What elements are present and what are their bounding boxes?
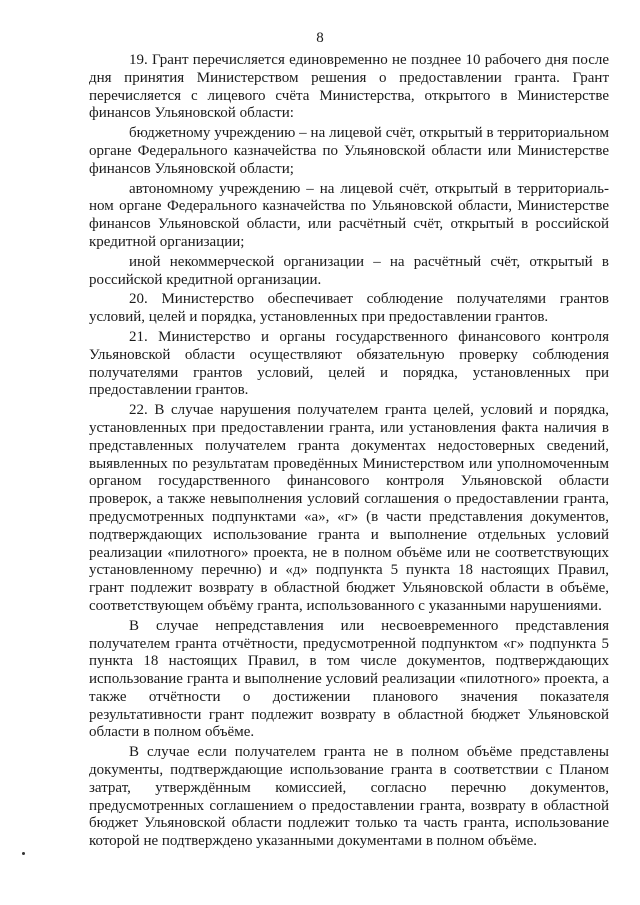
scan-speck	[22, 852, 25, 855]
paragraph-autonomous-institution: автономному учреждению – на лицевой счёт, открытый в территориальном органе Федерального казначейства по Ульяновской области, Министерстве финансов Ульяновской области, или расчётный счёт, открытый в российской кредитной организации;	[89, 180, 609, 250]
paragraph-19: 19. Грант перечисляется единовременно не позднее 10 рабочего дня после дня принятия Министерством решения о предоставлении гранта. Грант перечисляется с лицевого счёта Министерства, открытого в Министерстве финансов Ульяновской области:	[89, 52, 609, 122]
paragraph-nonprofit-organization: иной некоммерческой организации – на расчётный счёт, открытый в российской кредитной организации.	[89, 253, 609, 288]
page-number: 8	[316, 30, 324, 46]
paragraph-reporting-failure: В случае непредставления или несвоевременного представления получателем гранта отчётности, предусмотренной подпунктом «г» подпункта 5 пункта 18 настоящих Правил, в том числе документов, подтверждающих использование гранта и выполнение условий реализации «пилотного» проекта, а также отчётности о достижении планового значения показателя результативности грант подлежит возврату в областной бюджет Ульяновской области в полном объёме.	[89, 617, 609, 741]
paragraph-budget-institution: бюджетному учреждению – на лицевой счёт, открытый в территориальном органе Федерального казначейства по Ульяновской области или Министерстве финансов Ульяновской области;	[89, 125, 609, 177]
paragraph-partial-documents: В случае если получателем гранта не в полном объёме представлены документы, подтверждающие использование гранта в соответствии с Планом затрат, утверждённым комиссией, согласно перечню документов, предусмотренных соглашением о предоставлении гранта, возврату в областной бюджет Ульяновской области подлежит только та часть гранта, использование которой не подтверждено указанными документами в полном объёме.	[89, 744, 609, 850]
document-body	[89, 52, 609, 853]
paragraph-20: 20. Министерство обеспечивает соблюдение получателями грантов условий, целей и порядка, установленных при предоставлении грантов.	[89, 291, 609, 326]
paragraph-21: 21. Министерство и органы государственного финансового контроля Ульяновской области осуществляют обязательную проверку соблюдения получателями грантов условий, целей и порядка, установленных при предоставлении грантов.	[89, 328, 609, 399]
paragraph-22: 22. В случае нарушения получателем гранта целей, условий и порядка, установленных при предоставлении гранта, или установления факта наличия в представленных получателем гранта документах недостоверных сведений, выявленных по результатам проведённых Министерством или уполномоченным органом государственного финансового контроля Ульяновской области проверок, а также невыполнения условий соглашения о предоставлении гранта, предусмотренных подпунктами «а», «г» (в части представления документов, подтверждающих использование гранта и выполнение отдельных условий реализации «пилотного» проекта, не в полном объёме или не соответствующих установленному перечню) и «д» подпункта 5 пункта 18 настоящих Правил, грант подлежит возврату в областной бюджет Ульяновской области в объёме, соответствующем объёму гранта, использованного с указанными нарушениями.	[89, 402, 609, 614]
